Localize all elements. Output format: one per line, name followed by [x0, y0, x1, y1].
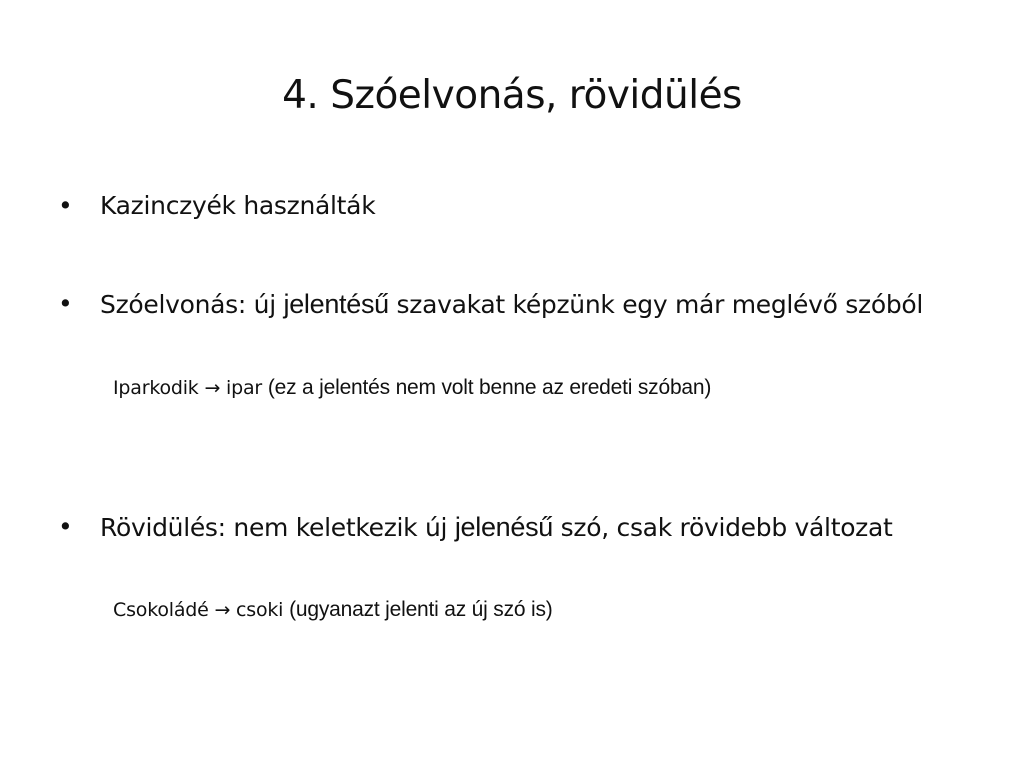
- bullet-text-suffix: szavakat képzünk egy már meglévő szóból: [388, 290, 924, 319]
- sub-bullet: [113, 373, 993, 403]
- bullet-text: [58, 285, 958, 324]
- sub-bullet-note: (ez a jelentés nem volt benne az eredeti szóban): [267, 376, 712, 399]
- slide-title: 4. Szóelvonás, rövidülés: [282, 73, 742, 118]
- bullet-text-prefix: Rövidülés: nem keletkezik új: [100, 513, 455, 542]
- bullet-text-prefix: Szóelvonás: új: [100, 290, 284, 319]
- bullet-item: [58, 508, 958, 547]
- bullet-item: [58, 187, 958, 225]
- sub-bullet-note: (ugyanazt jelenti az új szó is): [289, 598, 553, 621]
- bullet-marker: •: [58, 289, 73, 318]
- sub-bullet: [113, 595, 993, 625]
- bullet-text-emphasis: jelenésű: [454, 512, 554, 542]
- bullet-text: Kazinczyék használták: [100, 191, 376, 220]
- bullet-marker: •: [58, 191, 73, 220]
- sub-bullet-lead: Csokoládé → csoki: [113, 599, 290, 621]
- bullet-marker: •: [58, 512, 73, 541]
- bullet-text-emphasis: jelentésű: [283, 289, 389, 319]
- bullet-text-suffix: szó, csak rövidebb változat: [553, 513, 893, 542]
- sub-bullet-lead: Iparkodik → ipar: [113, 377, 268, 399]
- bullet-item: [58, 285, 958, 324]
- bullet-text: [58, 508, 958, 547]
